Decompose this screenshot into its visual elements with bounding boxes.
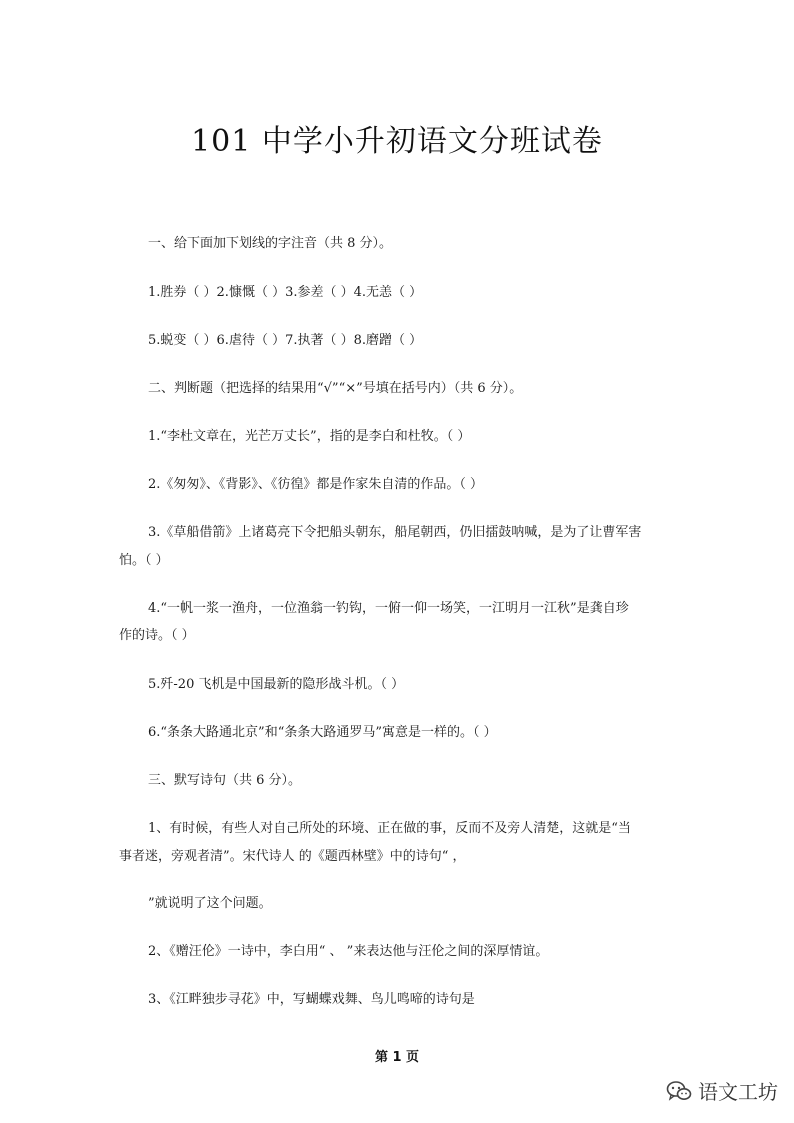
section-3-question-2: 2、《赠汪伦》一诗中，李白用“ 、 ”来表达他与汪伦之间的深厚情谊。 xyxy=(148,944,549,959)
section-2-question-1: 1.“李杜文章在，光芒万丈长”，指的是李白和杜牧。（ ） xyxy=(148,429,471,444)
watermark xyxy=(666,1076,778,1105)
section-3-question-1: 1、有时候，有些人对自己所处的环境、正在做的事，反而不及旁人清楚，这就是“当 xyxy=(148,821,631,836)
section-1-heading: 一、给下面加下划线的字注音（共 8 分）。 xyxy=(148,236,393,251)
section-2-question-3-continued: 怕。（ ） xyxy=(119,553,169,568)
watermark-label: 语文工坊 xyxy=(698,1080,778,1104)
section-2-question-5: 5.歼-20 飞机是中国最新的隐形战斗机。（ ） xyxy=(148,677,405,692)
section-2-question-3: 3.《草船借箭》上诸葛亮下令把船头朝东，船尾朝西，仍旧擂鼓呐喊，是为了让曹军害 xyxy=(148,525,642,540)
section-2-heading: 二、判断题（把选择的结果用“√”“×”号填在括号内）（共 6 分）。 xyxy=(148,381,523,396)
section-1-row-1: 1.胜券（ ）2.慷慨（ ）3.参差（ ）4.无恙（ ） xyxy=(148,285,423,300)
section-3-question-1-end: ”就说明了这个问题。 xyxy=(148,896,272,911)
section-3-heading: 三、默写诗句（共 6 分）。 xyxy=(148,773,302,788)
section-2-question-6: 6.“条条大路通北京”和“条条大路通罗马”寓意是一样的。（ ） xyxy=(148,725,497,740)
page-title: 101 中学小升初语文分班试卷 xyxy=(191,124,603,159)
section-3-question-1-continued: 事者迷，旁观者清”。宋代诗人 的《题西林壁》中的诗句“ ， xyxy=(119,849,466,864)
section-2-question-4: 4.“一帆一浆一渔舟，一位渔翁一钓钩，一俯一仰一场笑，一江明月一江秋”是龚自珍 xyxy=(148,601,629,616)
section-2-question-2: 2.《匆匆》、《背影》、《彷徨》都是作家朱自清的作品。（ ） xyxy=(148,477,484,492)
section-3-question-3: 3、《江畔独步寻花》中，写蝴蝶戏舞、鸟儿鸣啼的诗句是 xyxy=(148,992,475,1007)
section-2-question-4-continued: 作的诗。（ ） xyxy=(119,628,195,643)
section-1-row-2: 5.蜕变（ ）6.虐待（ ）7.执著（ ）8.磨蹭（ ） xyxy=(148,333,423,348)
page-number: 第 1 页 xyxy=(374,1050,420,1065)
wechat-icon xyxy=(666,1080,692,1102)
